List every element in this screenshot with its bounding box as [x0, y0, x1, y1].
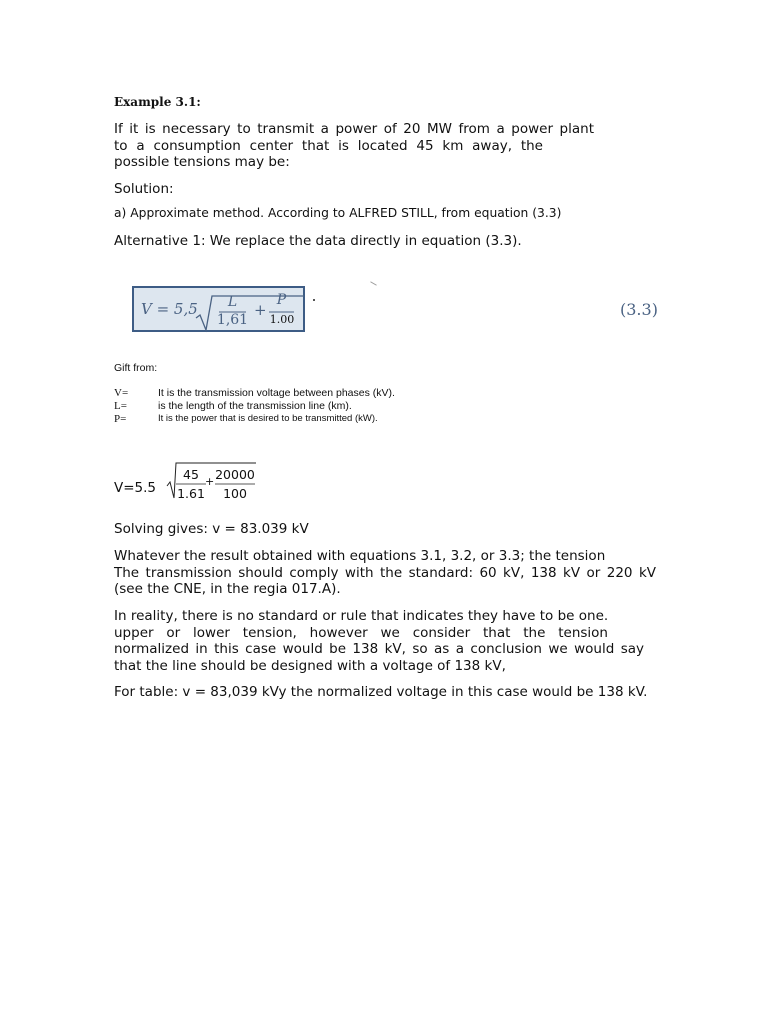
- calc-frac2-den: 100: [223, 486, 247, 501]
- paragraph-standard: [114, 548, 656, 598]
- para2-line-4: that the line should be designed with a voltage of 138 kV,: [114, 657, 506, 674]
- calc-frac2-num: 20000: [215, 467, 255, 482]
- para2-line-2: upper or lower tension, however we consider that the tension: [114, 624, 608, 641]
- legend-text: It is the power that is desired to be transmitted (kW).: [158, 413, 378, 424]
- problem-line-1: If it is necessary to transmit a power of 20 MW from a power plant: [114, 121, 594, 137]
- equation-frac1-den: 1,61: [216, 312, 249, 328]
- calc-lhs: V=5.5: [114, 480, 157, 496]
- equation-frac2-num: P: [276, 292, 287, 308]
- gift-from-label: Gift from:: [114, 362, 158, 374]
- para1-line-3: (see the CNE, in the regia 017.A).: [114, 581, 341, 598]
- para2-line-3: normalized in this case would be 138 kV, so as a conclusion we would say: [114, 641, 644, 658]
- calc-frac1-num: 45: [183, 467, 199, 482]
- equation-lhs: V = 5,5: [141, 300, 198, 318]
- problem-line-2: to a consumption center that is located 45 km away, the: [114, 137, 543, 154]
- legend-text: It is the transmission voltage between phases (kV).: [158, 387, 395, 399]
- equation-number: (3.3): [620, 300, 658, 319]
- equation-3-3-image: [132, 286, 305, 332]
- legend-key: L=: [114, 400, 127, 412]
- problem-line-3: possible tensions may be:: [114, 154, 290, 171]
- para2-line-1: In reality, there is no standard or rule that indicates they have to be one.: [114, 608, 609, 624]
- table-line: For table: v = 83,039 kVy the normalized voltage in this case would be 138 kV.: [114, 684, 648, 700]
- solution-label: Solution:: [114, 181, 174, 197]
- equation-plus: +: [254, 301, 267, 319]
- para1-line-1: Whatever the result obtained with equations 3.1, 3.2, or 3.3; the tension: [114, 548, 606, 564]
- stray-dot: [313, 299, 315, 301]
- paragraph-reality: [114, 608, 644, 674]
- calculation-formula: [114, 458, 314, 508]
- equation-frac1-num: L: [227, 294, 238, 310]
- method-line: a) Approximate method. According to ALFRED STILL, from equation (3.3): [114, 206, 562, 220]
- calc-frac1-den: 1.61: [177, 486, 205, 501]
- legend-key: V=: [114, 387, 129, 399]
- solving-result: Solving gives: v = 83.039 kV: [114, 521, 309, 537]
- legend-key: P=: [114, 413, 127, 425]
- legend-text: is the length of the transmission line (km).: [158, 400, 352, 412]
- problem-statement: [114, 121, 594, 171]
- stray-mark: [370, 281, 377, 285]
- calc-plus: +: [205, 475, 215, 488]
- equation-frac2-den: 1.00: [269, 313, 295, 326]
- para1-line-2: The transmission should comply with the standard: 60 kV, 138 kV or 220 kV: [114, 564, 656, 581]
- example-title: Example 3.1:: [114, 95, 201, 109]
- alternative-line: Alternative 1: We replace the data directly in equation (3.3).: [114, 233, 522, 249]
